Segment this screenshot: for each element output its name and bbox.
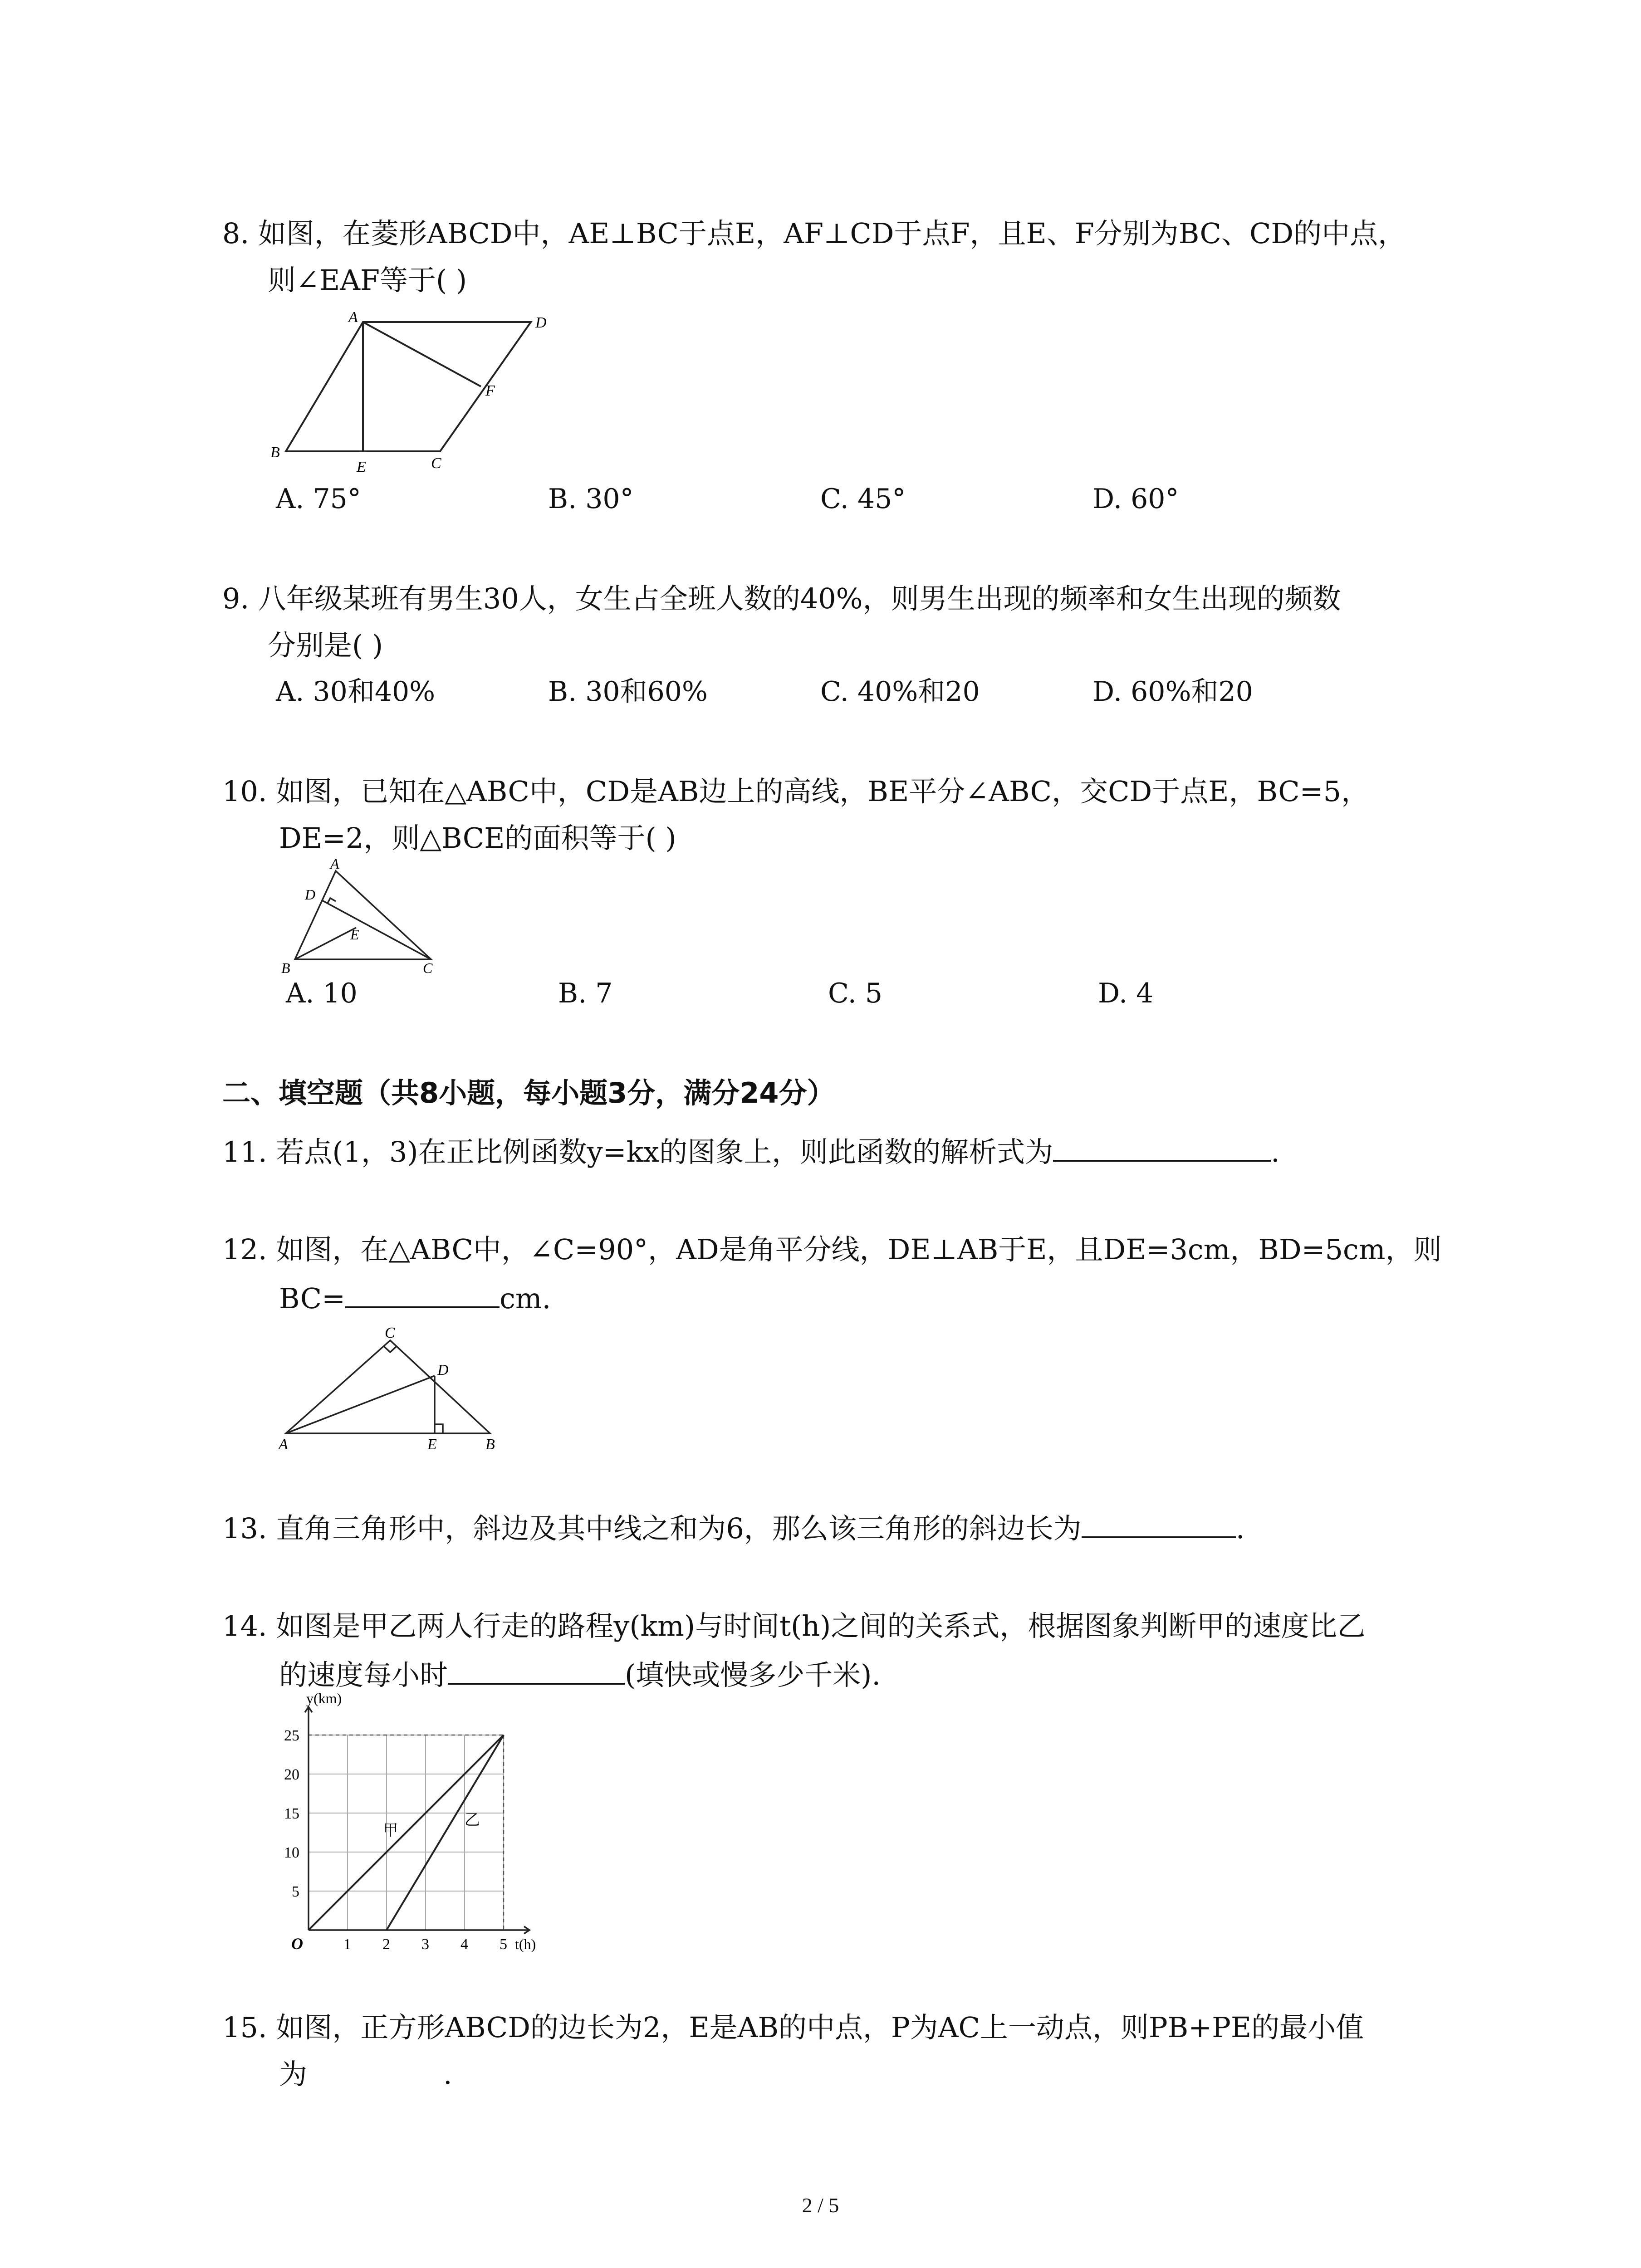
q11-answer-blank[interactable]	[1053, 1132, 1271, 1162]
q12-text-1: 如图，在△ABC中，∠C=90°，AD是角平分线，DE⊥AB于E，且DE=3cm，BD=5cm，则	[276, 1233, 1442, 1266]
q12-label-a: A	[279, 1436, 288, 1453]
q14-number: 14.	[222, 1609, 267, 1642]
q12-label-c: C	[385, 1325, 395, 1341]
q10-text-1: 如图，已知在△ABC中，CD是AB边上的高线，BE平分∠ABC，交CD于点E，BC=5，	[276, 775, 1370, 808]
q11-line	[222, 1132, 1280, 1170]
q9-option-a: A. 30和40%	[276, 676, 436, 708]
q15-text-1: 如图，正方形ABCD的边长为2，E是AB的中点，P为AC上一动点，则PB+PE的最小值	[276, 2011, 1364, 2044]
q9-text-2: 分别是( )	[268, 629, 383, 662]
q8-text-2: 则∠EAF等于( )	[268, 264, 467, 297]
q14-series-label: 乙	[464, 1812, 480, 1829]
q14-y-tick-label: 10	[284, 1844, 299, 1861]
q9-line1	[222, 581, 1341, 617]
q9-line2	[268, 627, 383, 664]
q8-label-c: C	[431, 455, 441, 472]
q14-y-tick-label: 25	[284, 1727, 299, 1744]
q14-line1	[222, 1608, 1365, 1644]
q8-label-a: A	[348, 309, 358, 326]
q9-option-b: B. 30和60%	[548, 676, 708, 708]
q14-answer-blank[interactable]	[448, 1655, 625, 1685]
q14-line2	[279, 1655, 881, 1693]
q12-triangle-figure	[272, 1318, 526, 1454]
q12-answer-blank[interactable]	[345, 1278, 500, 1308]
q14-text-1: 如图是甲乙两人行走的路程y(km)与时间t(h)之间的关系式，根据图象判断甲的速度比乙	[276, 1609, 1366, 1642]
q9-number: 9.	[222, 582, 250, 615]
q13-end: .	[1235, 1512, 1245, 1545]
q12-text-suffix: cm.	[500, 1282, 551, 1315]
q14-origin-label: O	[291, 1935, 303, 1953]
q10-text-2: DE=2，则△BCE的面积等于( )	[279, 821, 676, 855]
q14-series-label: 甲	[382, 1822, 398, 1839]
q10-label-a: A	[330, 855, 339, 872]
q12-label-e: E	[427, 1436, 437, 1453]
q8-option-d: D. 60°	[1092, 483, 1179, 515]
q10-label-c: C	[423, 960, 433, 976]
q13-number: 13.	[222, 1512, 267, 1545]
q10-option-a: A. 10	[286, 978, 358, 1009]
q14-y-tick-label: 20	[284, 1766, 299, 1783]
q9-option-d: D. 60%和20	[1092, 676, 1253, 708]
q9-text-1: 八年级某班有男生30人，女生占全班人数的40%，则男生出现的频率和女生出现的频数	[258, 582, 1341, 615]
q14-y-tick-label: 5	[292, 1883, 299, 1900]
q14-line-chart	[272, 1690, 563, 1964]
q10-option-b: B. 7	[558, 978, 613, 1009]
q15-end: .	[443, 2058, 452, 2091]
q8-option-a: A. 75°	[276, 483, 361, 515]
q8-rhombus-figure	[268, 308, 549, 476]
q11-number: 11.	[222, 1135, 267, 1168]
q14-x-axis-label: t(h)	[515, 1936, 536, 1952]
q15-number: 15.	[222, 2011, 267, 2044]
q14-series-line	[387, 1735, 504, 1930]
q8-label-b: B	[270, 444, 280, 461]
q12-label-b: B	[485, 1436, 495, 1453]
q8-label-e: E	[357, 459, 366, 475]
q8-text-1: 如图，在菱形ABCD中，AE⊥BC于点E，AF⊥CD于点F，且E、F分别为BC、CD的中点，	[258, 217, 1406, 250]
q10-label-b: B	[281, 960, 290, 976]
q14-x-tick-label: 5	[500, 1936, 507, 1953]
section-2-heading: 二、填空题（共8小题，每小题3分，满分24分）	[222, 1076, 835, 1110]
q8-line1	[222, 215, 1406, 252]
q13-line	[222, 1508, 1245, 1547]
q14-text-suffix: (填快或慢多少千米).	[625, 1658, 881, 1691]
q8-option-c: C. 45°	[820, 483, 906, 515]
q15-text-2: 为	[279, 2058, 308, 2091]
q14-text-prefix: 的速度每小时	[279, 1658, 448, 1691]
q13-text: 直角三角形中，斜边及其中线之和为6，那么该三角形的斜边长为	[276, 1512, 1082, 1545]
q14-x-tick-label: 1	[343, 1936, 351, 1953]
q10-triangle-figure	[272, 855, 454, 980]
q10-number: 10.	[222, 775, 267, 808]
q12-number: 12.	[222, 1233, 267, 1266]
q8-label-f: F	[485, 382, 495, 399]
q10-option-d: D. 4	[1098, 978, 1154, 1009]
q12-label-d: D	[437, 1362, 449, 1378]
q11-end: .	[1271, 1135, 1280, 1168]
q14-x-tick-label: 2	[382, 1936, 390, 1953]
q8-label-d: D	[535, 314, 547, 331]
q11-text: 若点(1，3)在正比例函数y=kx的图象上，则此函数的解析式为	[276, 1135, 1053, 1168]
q14-y-tick-label: 15	[284, 1805, 299, 1822]
q15-line1	[222, 2009, 1364, 2046]
q12-line2	[279, 1278, 551, 1317]
q8-line2	[268, 262, 467, 298]
q14-y-axis-label: y(km)	[306, 1690, 342, 1706]
q12-line1	[222, 1232, 1442, 1268]
q10-option-c: C. 5	[828, 978, 883, 1009]
q14-x-tick-label: 3	[421, 1936, 429, 1953]
q15-line2	[279, 2056, 452, 2092]
q8-number: 8.	[222, 217, 250, 250]
q14-series-line	[309, 1735, 504, 1930]
q14-x-tick-label: 4	[460, 1936, 468, 1953]
q10-label-d: D	[305, 886, 316, 903]
q10-label-e: E	[350, 926, 359, 943]
q8-option-b: B. 30°	[548, 483, 634, 515]
q10-line2	[279, 820, 676, 856]
q13-answer-blank[interactable]	[1082, 1508, 1236, 1538]
q12-text-prefix: BC=	[279, 1282, 346, 1315]
q9-option-c: C. 40%和20	[820, 676, 980, 708]
q10-line1	[222, 773, 1369, 810]
page-number: 2 / 5	[802, 2194, 839, 2217]
